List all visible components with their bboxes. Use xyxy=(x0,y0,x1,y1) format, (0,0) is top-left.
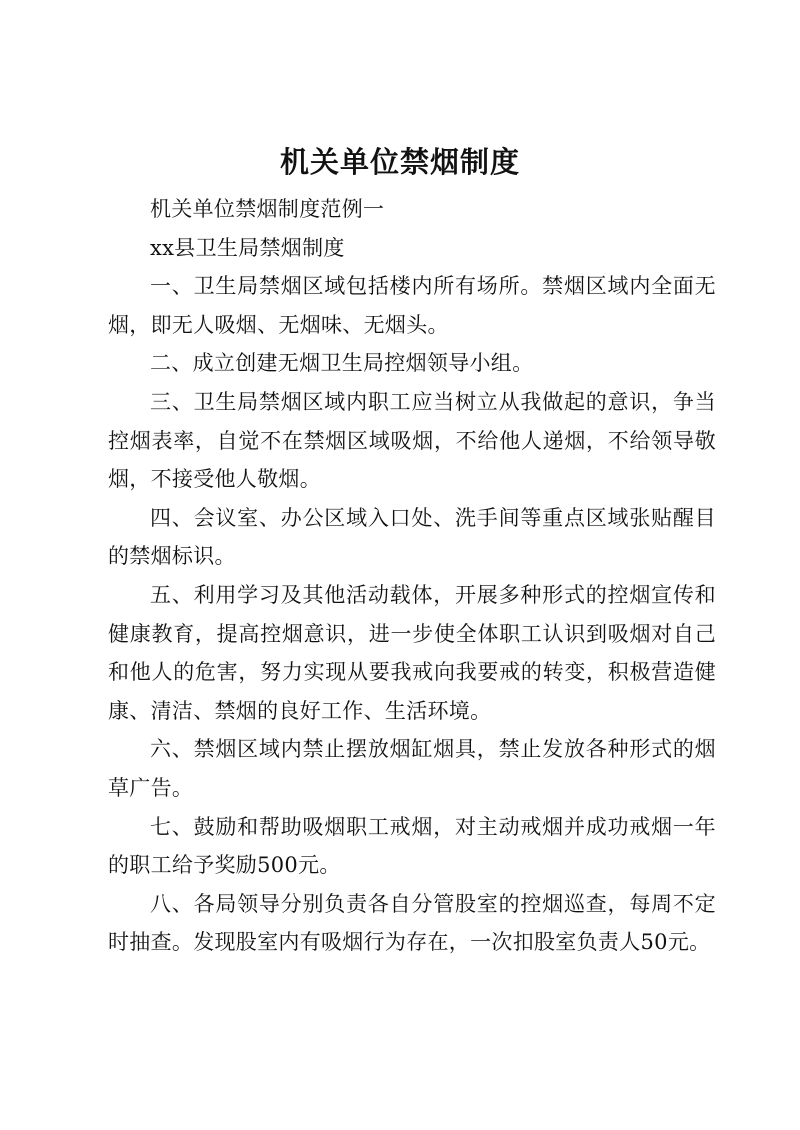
paragraph-example-heading: 机关单位禁烟制度范例一 xyxy=(150,197,385,221)
paragraph-rule-8: 八、各局领导分别负责各自分管股室的控烟巡查，每周不定时抽查。发现股室内有吸烟行为存在，一次扣股室负责人50元。 xyxy=(108,891,716,955)
paragraph-rule-7: 七、鼓励和帮助吸烟职工戒烟，对主动戒烟并成功戒烟一年的职工给予奖励500元。 xyxy=(108,814,716,878)
paragraph-rule-5: 五、利用学习及其他活动载体，开展多种形式的控烟宣传和健康教育，提高控烟意识，进一步使全体职工认识到吸烟对自己和他人的危害，努力实现从要我戒向我要戒的转变，积极营造健康、清洁、禁烟的良好工作、生活环境。 xyxy=(108,582,716,723)
paragraph-rule-6: 六、禁烟区域内禁止摆放烟缸烟具，禁止发放各种形式的烟草广告。 xyxy=(108,737,716,800)
paragraph-rule-4: 四、会议室、办公区域入口处、洗手间等重点区域张贴醒目的禁烟标识。 xyxy=(108,505,716,569)
document-body xyxy=(108,190,716,962)
paragraph-rule-1: 一、卫生局禁烟区域包括楼内所有场所。禁烟区域内全面无烟，即无人吸烟、无烟味、无烟头。 xyxy=(108,274,716,337)
document-title: 机关单位禁烟制度 xyxy=(279,145,520,179)
paragraph-rule-2: 二、成立创建无烟卫生局控烟领导小组。 xyxy=(150,351,534,376)
paragraph-rule-3: 三、卫生局禁烟区域内职工应当树立从我做起的意识，争当控烟表率，自觉不在禁烟区域吸烟，不给他人递烟，不给领导敬烟，不接受他人敬烟。 xyxy=(108,389,716,492)
paragraph-bureau-heading: xx县卫生局禁烟制度 xyxy=(150,235,345,260)
